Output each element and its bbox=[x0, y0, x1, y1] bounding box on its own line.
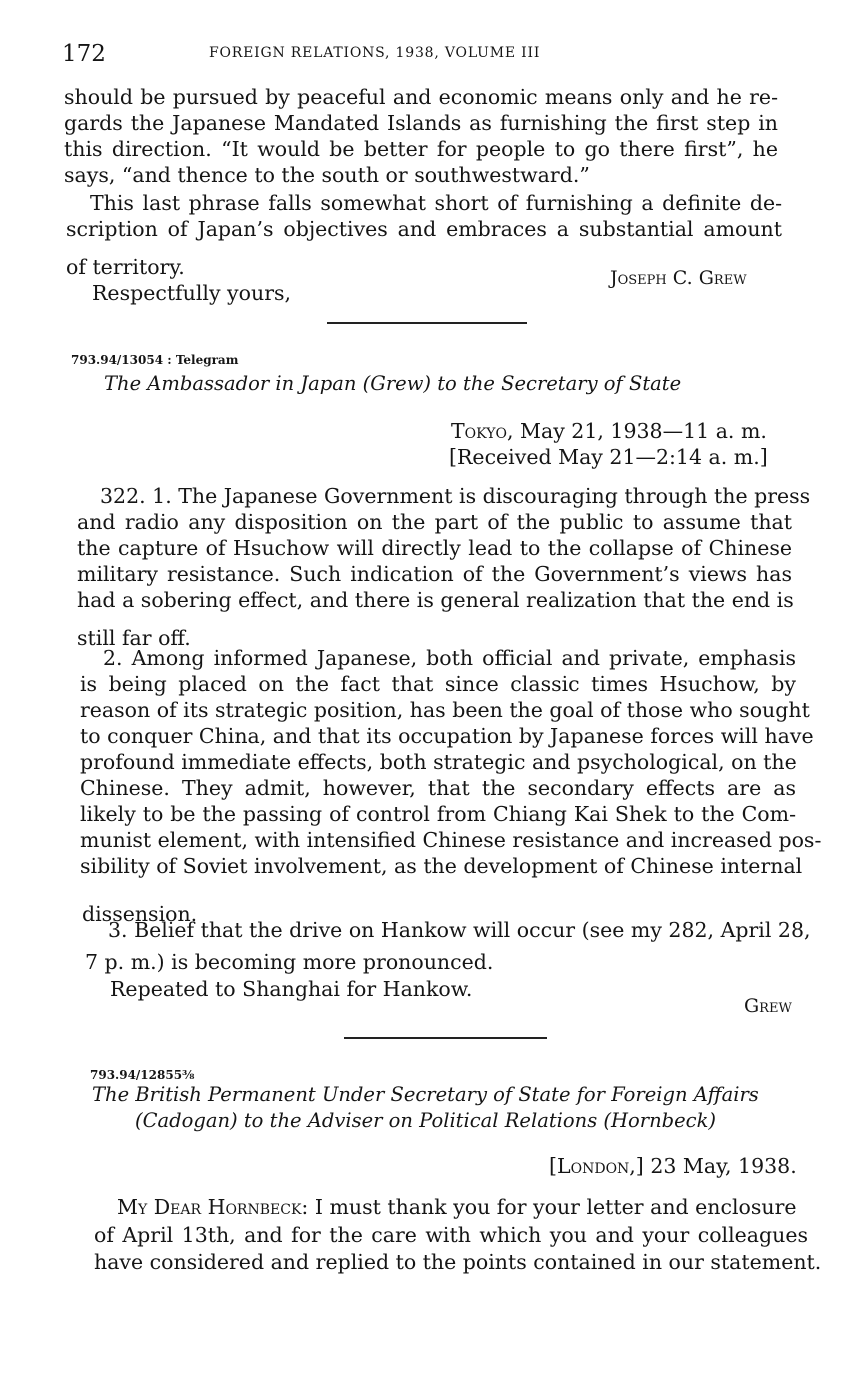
text-line: have considered and replied to the points contained in our statement. bbox=[94, 1250, 822, 1274]
file-number: 793.94/13054 : Telegram bbox=[71, 353, 239, 367]
text-line: dissension. bbox=[82, 902, 198, 926]
text-line: gards the Japanese Mandated Islands as furnishing the first step in bbox=[64, 111, 778, 135]
section-divider bbox=[344, 1037, 547, 1039]
text-line: had a sobering effect, and there is general realization that the end is bbox=[77, 588, 794, 612]
dateline bbox=[451, 419, 767, 443]
text-line: still far off. bbox=[77, 626, 191, 650]
signature: Joseph C. Grew bbox=[610, 267, 747, 289]
page-number: 172 bbox=[62, 41, 106, 67]
dateline-place: [London,] bbox=[549, 1154, 644, 1178]
dateline-place: Tokyo bbox=[451, 419, 507, 443]
dateline bbox=[549, 1154, 797, 1178]
text-line: the capture of Hsuchow will directly lead to the collapse of Chinese bbox=[77, 536, 792, 560]
received-line: [Received May 21—2:14 a. m.] bbox=[449, 445, 768, 469]
text-line: 3. Belief that the drive on Hankow will occur (see my 282, April 28, bbox=[108, 918, 811, 942]
file-number: 793.94/12855⅜ bbox=[90, 1068, 195, 1082]
text-line: is being placed on the fact that since classic times Hsuchow, by bbox=[80, 672, 796, 696]
text-line: of territory. bbox=[66, 255, 185, 279]
text-line: and radio any disposition on the part of the public to assume that bbox=[77, 510, 792, 534]
dateline-date: 23 May, 1938. bbox=[643, 1154, 797, 1178]
text-line: military resistance. Such indication of the Government’s views has bbox=[77, 562, 792, 586]
text-line: should be pursued by peaceful and economic means only and he re- bbox=[64, 85, 778, 109]
text-line: to conquer China, and that its occupation by Japanese forces will have bbox=[80, 724, 814, 748]
text-line: likely to be the passing of control from Chiang Kai Shek to the Com- bbox=[80, 802, 796, 826]
text-line: 322. 1. The Japanese Government is discouraging through the press bbox=[100, 484, 811, 508]
text-line: reason of its strategic position, has been the goal of those who sought bbox=[80, 698, 810, 722]
document-caption: The Ambassador in Japan (Grew) to the Secretary of State bbox=[104, 372, 682, 395]
document-caption: The British Permanent Under Secretary of State for Foreign Affairs bbox=[92, 1083, 759, 1106]
text-line: profound immediate effects, both strategic and psychological, on the bbox=[80, 750, 797, 774]
text-line: says, “and thence to the south or southwestward.” bbox=[64, 163, 590, 187]
text-line: 7 p. m.) is becoming more pronounced. bbox=[85, 950, 494, 974]
document-caption: (Cadogan) to the Adviser on Political Relations (Hornbeck) bbox=[135, 1109, 717, 1132]
text-line: of April 13th, and for the care with which you and your colleagues bbox=[94, 1223, 808, 1247]
text-line: 2. Among informed Japanese, both official and private, emphasis bbox=[103, 646, 796, 670]
section-divider bbox=[327, 322, 527, 324]
text-line bbox=[117, 1195, 797, 1219]
text-line: munist element, with intensified Chinese resistance and increased pos- bbox=[80, 828, 822, 852]
text-line: this direction. “It would be better for people to go there first”, he bbox=[64, 137, 778, 161]
text-line: sibility of Soviet involvement, as the development of Chinese internal bbox=[80, 854, 803, 878]
dateline-date: , May 21, 1938—11 a. m. bbox=[506, 419, 767, 443]
text-line: scription of Japan’s objectives and embraces a substantial amount bbox=[66, 217, 782, 241]
running-title: FOREIGN RELATIONS, 1938, VOLUME III bbox=[209, 45, 541, 61]
letter-text: : I must thank you for your letter and enclosure bbox=[301, 1195, 797, 1219]
text-line: Repeated to Shanghai for Hankow. bbox=[110, 977, 473, 1001]
closing: Respectfully yours, bbox=[92, 281, 292, 305]
signature: Grew bbox=[744, 995, 792, 1017]
text-line: Chinese. They admit, however, that the secondary effects are as bbox=[80, 776, 796, 800]
salutation: My Dear Hornbeck bbox=[117, 1195, 302, 1219]
text-line: This last phrase falls somewhat short of furnishing a definite de- bbox=[90, 191, 782, 215]
